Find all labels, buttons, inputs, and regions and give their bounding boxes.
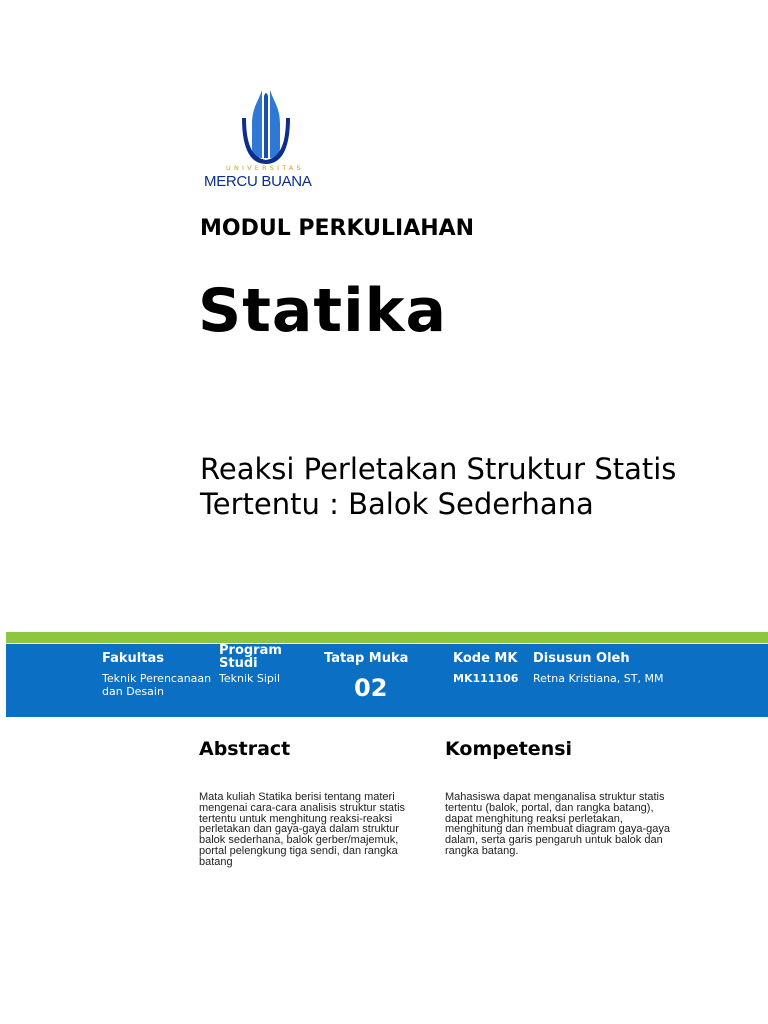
abstract-text: Mata kuliah Statika berisi tentang materi mengenai cara-cara analisis struktur statis tertentu untuk menghitung reaksi-reaksi perletakan dan gaya-gaya dalam struktur balok sederhana, balok gerber/majemuk, portal pelengkung tiga sendi, dan rangka batang bbox=[199, 791, 406, 868]
prodi-value: Teknik Sipil bbox=[219, 672, 281, 685]
module-label: MODUL PERKULIAHAN bbox=[200, 216, 475, 241]
page-title: Statika bbox=[198, 276, 448, 346]
course-info-band bbox=[6, 644, 768, 717]
kompetensi-text: Mahasiswa dapat menganalisa struktur statis tertentu (balok, portal, dan rangka batang), dapat menghitung reaksi perletakan, menghitung dan membuat diagram gaya-gaya dalam, serta garis pengaruh untuk balok dan rangka batang. bbox=[445, 791, 671, 857]
logo-university-label: UNIVERSITAS bbox=[226, 164, 304, 172]
accent-bar bbox=[6, 632, 768, 643]
tatap-muka-label: Tatap Muka bbox=[324, 651, 409, 666]
logo-emblem-icon bbox=[200, 88, 332, 168]
university-logo bbox=[200, 88, 332, 194]
abstract-heading: Abstract bbox=[199, 738, 291, 760]
logo-name: MERCU BUANA bbox=[204, 173, 312, 190]
fakultas-label: Fakultas bbox=[102, 651, 164, 666]
page-subtitle: Reaksi Perletakan Struktur Statis Tertentu : Balok Sederhana bbox=[200, 452, 677, 521]
disusun-oleh-value: Retna Kristiana, ST, MM bbox=[533, 672, 664, 685]
disusun-oleh-label: Disusun Oleh bbox=[533, 651, 630, 666]
prodi-label: Program Studi bbox=[219, 643, 282, 671]
tatap-muka-value: 02 bbox=[354, 674, 388, 702]
kode-mk-label: Kode MK bbox=[453, 651, 518, 666]
kompetensi-heading: Kompetensi bbox=[445, 738, 573, 760]
kode-mk-value: MK111106 bbox=[453, 672, 519, 685]
fakultas-value: Teknik Perencanaan dan Desain bbox=[102, 672, 212, 698]
